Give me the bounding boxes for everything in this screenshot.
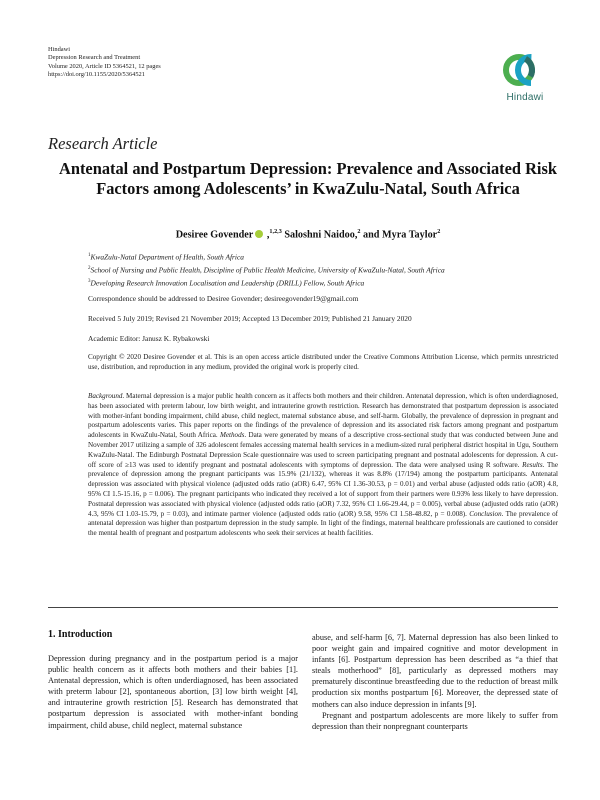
- body-paragraph: Pregnant and postpartum adolescents are more likely to suffer from depression than their nonpregnant counterparts: [312, 710, 558, 731]
- orcid-icon[interactable]: [255, 230, 263, 238]
- publisher-name: Hindawi: [48, 46, 71, 53]
- section-heading-introduction: 1. Introduction: [48, 629, 113, 640]
- body-column-left: [48, 653, 298, 731]
- body-column-right: [312, 632, 558, 732]
- author-name[interactable]: Desiree Govender: [175, 229, 254, 241]
- affiliation-text: KwaZulu-Natal Department of Health, South Africa: [90, 252, 244, 262]
- affiliation-item: [88, 276, 558, 289]
- abstract: [88, 392, 558, 539]
- author-list: [48, 228, 568, 240]
- abstract-results-label: Results: [522, 460, 543, 469]
- hindawi-logo-text: Hindawi: [506, 92, 544, 103]
- journal-name: Depression Research and Treatment: [48, 54, 141, 62]
- abstract-background-text: . Maternal depression is a major public health concern as it affects both mothers and their children. Antenatal depression, which is often underdiagnosed, has been associated with preterm labour, low birth weight, and intrauterine growth restriction. Research has demonstrated that postpartum depression is associated with mother-infant bonding impairment, child abuse, child neglect, maternal substance abuse, and self-harm. Globally, the prevalence of depression in pregnant and postpartum adolescents varies. This paper reports on the findings of the prevalence of depression and its associated risk factors among pregnant and postpartum adolescents in KwaZulu-Natal, South Africa.: [88, 392, 558, 440]
- hindawi-logo-icon: [496, 48, 554, 92]
- abstract-conclusion-label: Conclusion: [469, 509, 502, 518]
- abstract-methods-text: . Data were generated by means of a descriptive cross-sectional study that was conducted between June and November 2017 utilizing a sample of 326 adolescent females accessing maternal health services in a medium-sized rural peripheral district hospital in Ugu, Southern KwaZulu-Natal. The Edinburgh Postnatal Depression Scale questionnaire was used to screen participating pregnant and postnatal adolescents for depression. A cut-off score of ≥13 was used to identify pregnant and postnatal adolescents with symptoms of depression. The data were analysed using R software.: [88, 431, 558, 469]
- author-name[interactable]: Myra Taylor: [382, 229, 438, 241]
- affiliation-text: Developing Research Innovation Localisation and Leadership (DRILL) Fellow, South Africa: [90, 278, 365, 288]
- affiliation-item: [88, 250, 558, 263]
- author-name[interactable]: Saloshni Naidoo,: [284, 229, 358, 241]
- author-affil-sup: 2: [357, 228, 361, 235]
- affiliation-item: [88, 263, 558, 276]
- journal-meta: [48, 46, 288, 80]
- article-type: Research Article: [48, 134, 158, 153]
- abstract-background-label: Background: [88, 392, 123, 400]
- body-paragraph: Depression during pregnancy and in the postpartum period is a major public health concern as it affects both mothers and their babies [1]. Antenatal depression, which is often underdiagnosed, has been associated with preterm labour [2], spontaneous abortion, [3] low birth weight [4], and intrauterine growth restriction [5]. Research has demonstrated that postpartum depression is associated with mother-infant bonding impairment, child abuse, child neglect, maternal substance: [48, 654, 298, 730]
- affiliation-number: 2: [88, 266, 91, 272]
- author-affil-sup: 2: [437, 228, 441, 235]
- hindawi-logo: [496, 48, 554, 108]
- author-separator: and: [360, 229, 383, 241]
- abstract-conclusion-text: . The prevalence of antenatal depression was higher than postpartum depression in the study sample. In light of the findings, maternal healthcare professionals are cautioned to consider the mental health of pregnant and postpartum adolescents who seek their services at health facilities.: [88, 509, 558, 538]
- abstract-results-text: . The prevalence of depression among the pregnant participants was 15.9% (21/132), whereas it was 8.8% (17/194) among the postpartum participants. Antenatal depression was associated with physical violence (adjusted odds ratio (aOR) 6.47, 95% CI 1.36-30.53, p = 0.01) and verbal abuse (adjusted odds ratio (aOR) 4.8, 95% CI 1.5-15.16, p = 0.006). The pregnant participants who indicated they received a lot of support from their partners were 0.93% less likely to have depression. Postnatal depression was associated with physical violence (adjusted odds ratio (aOR) 7.32, 95% CI 1.66-29.44, p = 0.005), verbal abuse (adjusted odds ratio (aOR) 4.3, 95% CI 1.03-15.79, p = 0.03), and intimate partner violence (adjusted odds ratio (aOR) 9.58, 95% CI 1.58-48.82, p = 0.008).: [88, 460, 558, 518]
- academic-editor: Academic Editor: Janusz K. Rybakowski: [88, 334, 210, 343]
- affiliations: [88, 250, 558, 290]
- article-title: Antenatal and Postpartum Depression: Prevalence and Associated Risk Factors among Adolescents’ in KwaZulu-Natal, South Africa: [59, 159, 557, 198]
- body-paragraph: abuse, and self-harm [6, 7]. Maternal depression has also been linked to poor weight gain and impaired cognitive and motor development in infants [6]. Postpartum depression has been described as “a thief that steals motherhood” [8], particularly as depressed mothers may prematurely discontinue breastfeeding due to the reduction of breast milk production six months postpartum [6]. Moreover, the depressed state of mothers can also induce depression in infants [9].: [312, 633, 558, 709]
- correspondence: Correspondence should be addressed to Desiree Govender; desireegovender19@gmail.com: [88, 294, 359, 303]
- volume-line: Volume 2020, Article ID 5364521, 12 pages: [48, 62, 161, 70]
- publication-dates: Received 5 July 2019; Revised 21 November 2019; Accepted 13 December 2019; Published 21 January 2020: [88, 314, 412, 323]
- section-divider: [48, 607, 558, 608]
- affiliation-text: School of Nursing and Public Health, Discipline of Public Health Medicine, University of KwaZulu-Natal, South Africa: [90, 265, 445, 275]
- affiliation-number: 1: [88, 253, 91, 258]
- copyright-notice: Copyright © 2020 Desiree Govender et al. This is an open access article distributed under the Creative Commons Attribution License, which permits unrestricted use, distribution, and reproduction in any medium, provided the original work is properly cited.: [88, 353, 558, 372]
- abstract-methods-label: Methods: [219, 431, 245, 440]
- author-separator: ,: [264, 229, 270, 241]
- affiliation-number: 3: [88, 279, 91, 285]
- doi-link[interactable]: https://doi.org/10.1155/2020/5364521: [48, 71, 145, 79]
- author-affil-sup: 1,2,3: [269, 228, 282, 235]
